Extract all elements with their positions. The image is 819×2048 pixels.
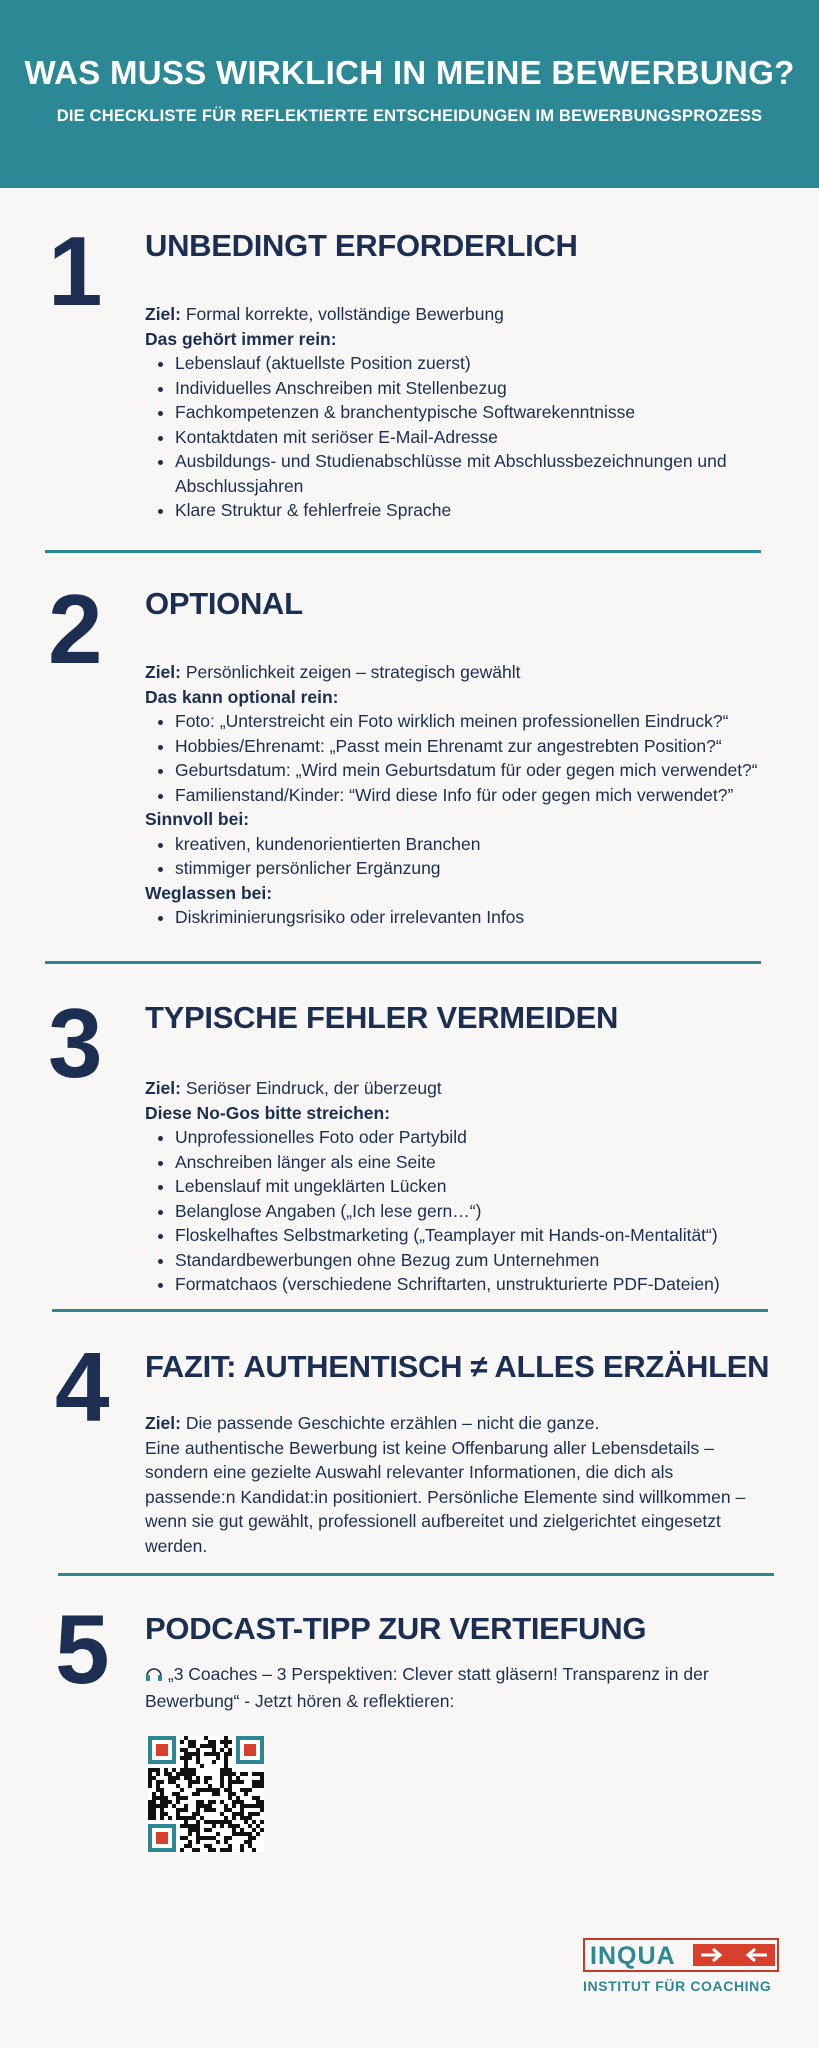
sinnvoll-list bbox=[145, 832, 765, 881]
section-title: OPTIONAL bbox=[145, 586, 303, 621]
podcast-text: „3 Coaches – 3 Perspektiven: Clever statt gläsern! Transparenz in der Bewerbung“ - Jetzt hören & reflektieren: bbox=[145, 1664, 709, 1711]
logo-wordmark: INQUA bbox=[590, 1942, 676, 1970]
list-item: • Floskelhaftes Selbstmarketing („Teamplayer mit Hands-on-Mentalität“) bbox=[175, 1223, 765, 1248]
list-label: Diese No-Gos bitte streichen: bbox=[145, 1102, 391, 1123]
section-divider bbox=[52, 1309, 768, 1312]
checklist bbox=[145, 1125, 765, 1297]
logo-subtitle: INSTITUT FÜR COACHING bbox=[583, 1978, 772, 1994]
section-body bbox=[145, 1411, 765, 1558]
list-item: • Unprofessionelles Foto oder Partybild bbox=[175, 1125, 765, 1150]
arrows-icon bbox=[693, 1944, 775, 1966]
list-item: • Lebenslauf (aktuellste Position zuerst) bbox=[175, 351, 765, 376]
headphones-icon bbox=[145, 1664, 163, 1689]
conclusion-paragraph: Eine authentische Bewerbung ist keine Offenbarung aller Lebensdetails – sondern eine gezielte Auswahl relevanter Informationen, die dich als passende:n Kandidat:in positioniert. Persönliche Elemente sind willkommen – wenn sie gut gewählt, professionell aufbereitet und zielgerichtet eingesetzt werden. bbox=[145, 1437, 746, 1556]
list-item: • Anschreiben länger als eine Seite bbox=[175, 1150, 765, 1175]
list-item: • Ausbildungs- und Studienabschlüsse mit Abschlussbezeichnungen und Abschlussjahren bbox=[175, 449, 765, 498]
section-divider bbox=[45, 550, 761, 553]
weglassen-list bbox=[145, 905, 765, 930]
page-title: WAS MUSS WIRKLICH IN MEINE BEWERBUNG? bbox=[24, 54, 795, 91]
section-number: 3 bbox=[48, 988, 103, 1098]
logo-frame bbox=[583, 1938, 779, 1972]
list-item: • Individuelles Anschreiben mit Stellenbezug bbox=[175, 376, 765, 401]
section-title: UNBEDINGT ERFORDERLICH bbox=[145, 228, 578, 263]
section-number: 1 bbox=[48, 216, 103, 326]
list-item: • Geburtsdatum: „Wird mein Geburtsdatum für oder gegen mich verwendet?“ bbox=[175, 758, 765, 783]
list-label: Das gehört immer rein: bbox=[145, 328, 337, 349]
inqua-logo bbox=[583, 1938, 783, 2000]
section-title: TYPISCHE FEHLER VERMEIDEN bbox=[145, 1000, 619, 1035]
list-item: • stimmiger persönlicher Ergänzung bbox=[175, 856, 765, 881]
section-divider bbox=[45, 961, 761, 964]
list-item: • Standardbewerbungen ohne Bezug zum Unternehmen bbox=[175, 1248, 765, 1273]
qr-code[interactable] bbox=[148, 1736, 264, 1852]
ziel-text: Formal korrekte, vollständige Bewerbung bbox=[180, 304, 504, 324]
section-title: PODCAST-TIPP ZUR VERTIEFUNG bbox=[145, 1611, 647, 1646]
section-body bbox=[145, 660, 765, 930]
list-item: • Kontaktdaten mit seriöser E-Mail-Adresse bbox=[175, 425, 765, 450]
checklist bbox=[145, 709, 765, 807]
list-item: • Fachkompetenzen & branchentypische Softwarekenntnisse bbox=[175, 400, 765, 425]
ziel-text: Die passende Geschichte erzählen – nicht die ganze. bbox=[180, 1413, 600, 1433]
section-number: 5 bbox=[55, 1594, 110, 1704]
ziel-text: Seriöser Eindruck, der überzeugt bbox=[180, 1078, 442, 1098]
list-item: • Klare Struktur & fehlerfreie Sprache bbox=[175, 498, 765, 523]
list-item: • kreativen, kundenorientierten Branchen bbox=[175, 832, 765, 857]
list-item: • Foto: „Unterstreicht ein Foto wirklich meinen professionellen Eindruck?“ bbox=[175, 709, 765, 734]
ziel-label: Ziel: bbox=[145, 1413, 181, 1433]
list-item: • Formatchaos (verschiedene Schriftarten, unstrukturierte PDF-Dateien) bbox=[175, 1272, 765, 1297]
ziel-text: Persönlichkeit zeigen – strategisch gewählt bbox=[180, 662, 521, 682]
section-divider bbox=[58, 1573, 774, 1576]
list-item: • Diskriminierungsrisiko oder irrelevanten Infos bbox=[175, 905, 765, 930]
list-item: • Belanglose Angaben („Ich lese gern…“) bbox=[175, 1199, 765, 1224]
list-label: Das kann optional rein: bbox=[145, 686, 339, 707]
checklist bbox=[145, 351, 765, 523]
page-subtitle: DIE CHECKLISTE FÜR REFLEKTIERTE ENTSCHEIDUNGEN IM BEWERBUNGSPROZESS bbox=[56, 107, 763, 125]
list-item: • Familienstand/Kinder: “Wird diese Info für oder gegen mich verwendet?” bbox=[175, 783, 765, 808]
section-body bbox=[145, 302, 765, 523]
weglassen-label: Weglassen bei: bbox=[145, 882, 273, 903]
page-header bbox=[0, 0, 819, 188]
sinnvoll-label: Sinnvoll bei: bbox=[145, 809, 250, 829]
list-item: • Lebenslauf mit ungeklärten Lücken bbox=[175, 1174, 765, 1199]
section-body bbox=[145, 1662, 765, 1713]
section-title: FAZIT: AUTHENTISCH ≠ ALLES ERZÄHLEN bbox=[145, 1349, 770, 1384]
section-number: 4 bbox=[55, 1332, 110, 1442]
section-body bbox=[145, 1076, 765, 1297]
ziel-label: Ziel: bbox=[145, 304, 181, 324]
ziel-label: Ziel: bbox=[145, 1078, 181, 1098]
list-item: • Hobbies/Ehrenamt: „Passt mein Ehrenamt zur angestrebten Position?“ bbox=[175, 734, 765, 759]
ziel-label: Ziel: bbox=[145, 662, 181, 682]
section-number: 2 bbox=[48, 574, 103, 684]
